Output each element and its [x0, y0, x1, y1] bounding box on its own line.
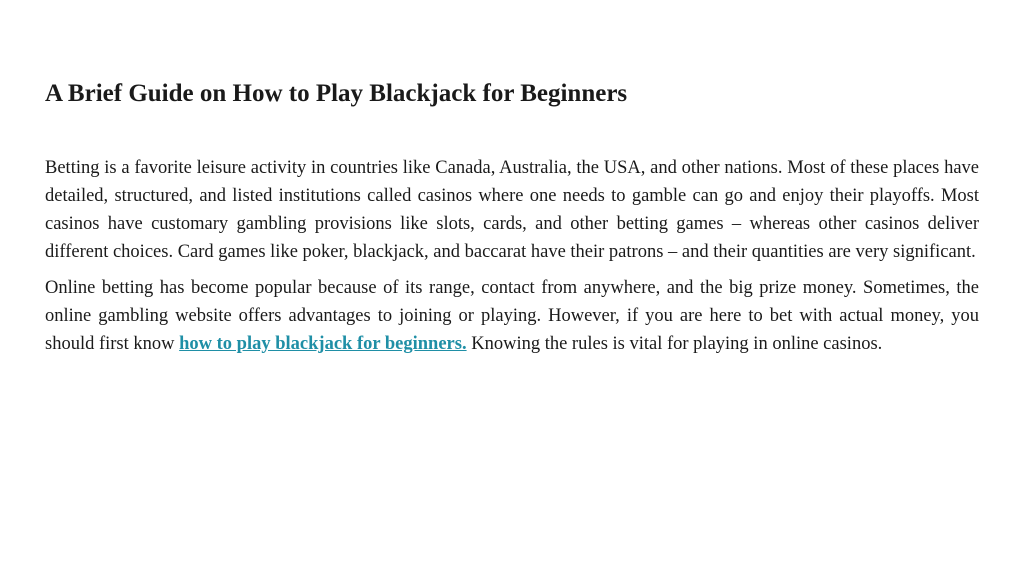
paragraph-2-text-before-link: Online betting has become popular because of its range, contact from anywhere, and the big prize money. Sometimes, the online gambling website offers advantages to joining or playing. However, if you are here to bet with actual money, you should first know [45, 278, 979, 354]
paragraph-2-text-after-link: Knowing the rules is vital for playing in online casinos. [466, 334, 883, 354]
document-body [45, 154, 979, 366]
paragraph-1: Betting is a favorite leisure activity in countries like Canada, Australia, the USA, and other nations. Most of these places have detailed, structured, and listed institutions called casinos where one needs to gamble can go and enjoy their playoffs. Most casinos have customary gambling provisions like slots, cards, and other betting games – whereas other casinos deliver different choices. Card games like poker, blackjack, and baccarat have their patrons – and their quantities are very significant. [45, 158, 979, 262]
paragraph-2 [45, 274, 979, 358]
blackjack-guide-link[interactable]: how to play blackjack for beginners. [179, 334, 467, 354]
document-title: A Brief Guide on How to Play Blackjack for Beginners [45, 80, 628, 107]
